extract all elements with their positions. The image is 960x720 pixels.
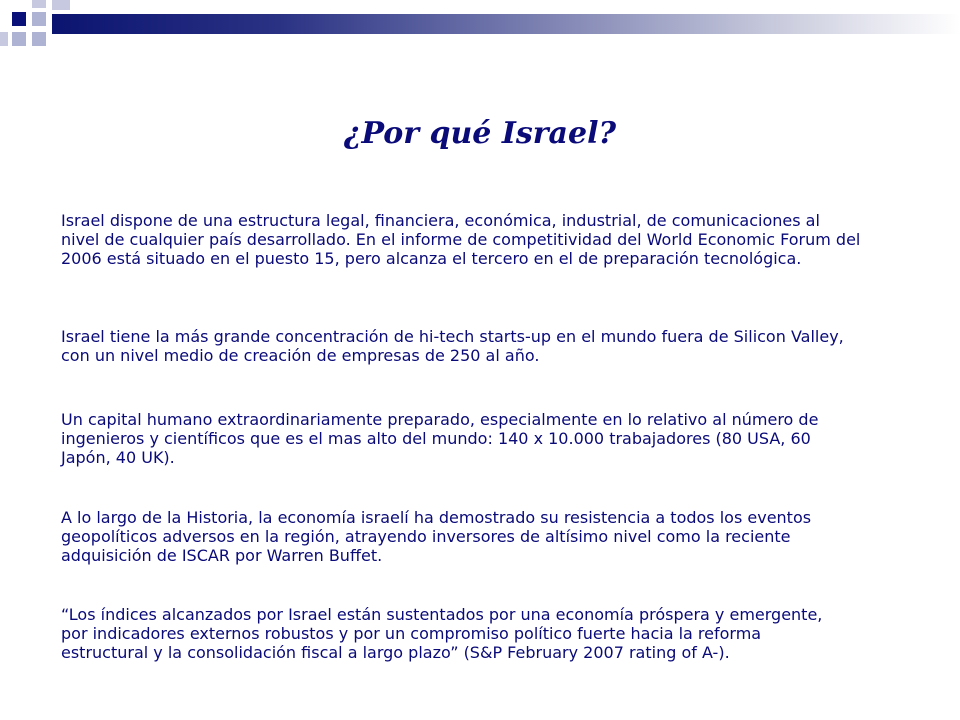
paragraph: Israel tiene la más grande concentración de hi-tech starts-up en el mundo fuera de Silicon Valley, con un nivel medio de creación de empresas de 250 al año. xyxy=(61,327,844,365)
header-square-light xyxy=(0,32,8,46)
header-square-light xyxy=(32,0,46,8)
paragraph: “Los índices alcanzados por Israel están sustentados por una economía próspera y emergente, por indicadores externos robustos y por un compromiso político fuerte hacia la reforma estructural y la consolidación fiscal a largo plazo” (S&P February 2007 rating of A-). xyxy=(61,605,823,662)
paragraph: A lo largo de la Historia, la economía israelí ha demostrado su resistencia a todos los eventos geopolíticos adversos en la región, atrayendo inversores de altísimo nivel como la reciente adquisición de ISCAR por Warren Buffet. xyxy=(61,508,812,565)
header-square-light xyxy=(12,32,26,46)
paragraph: Un capital humano extraordinariamente preparado, especialmente en lo relativo al número de ingenieros y científicos que es el mas alto del mundo: 140 x 10.000 trabajadores (80 USA, 60 Japón, 40 UK). xyxy=(61,410,819,467)
header-square-light xyxy=(32,32,46,46)
header-square-dark xyxy=(12,12,26,26)
paragraph: Israel dispone de una estructura legal, financiera, económica, industrial, de comunicaciones al nivel de cualquier país desarrollado. En el informe de competitividad del World Economic Forum del 2006 está situado en el puesto 15, pero alcanza el tercero en el de preparación tecnológica. xyxy=(61,211,861,268)
header-square-light xyxy=(52,0,70,10)
header-gradient-bar xyxy=(52,14,960,34)
header-square-light xyxy=(32,12,46,26)
slide-title: ¿Por qué Israel? xyxy=(343,116,617,151)
